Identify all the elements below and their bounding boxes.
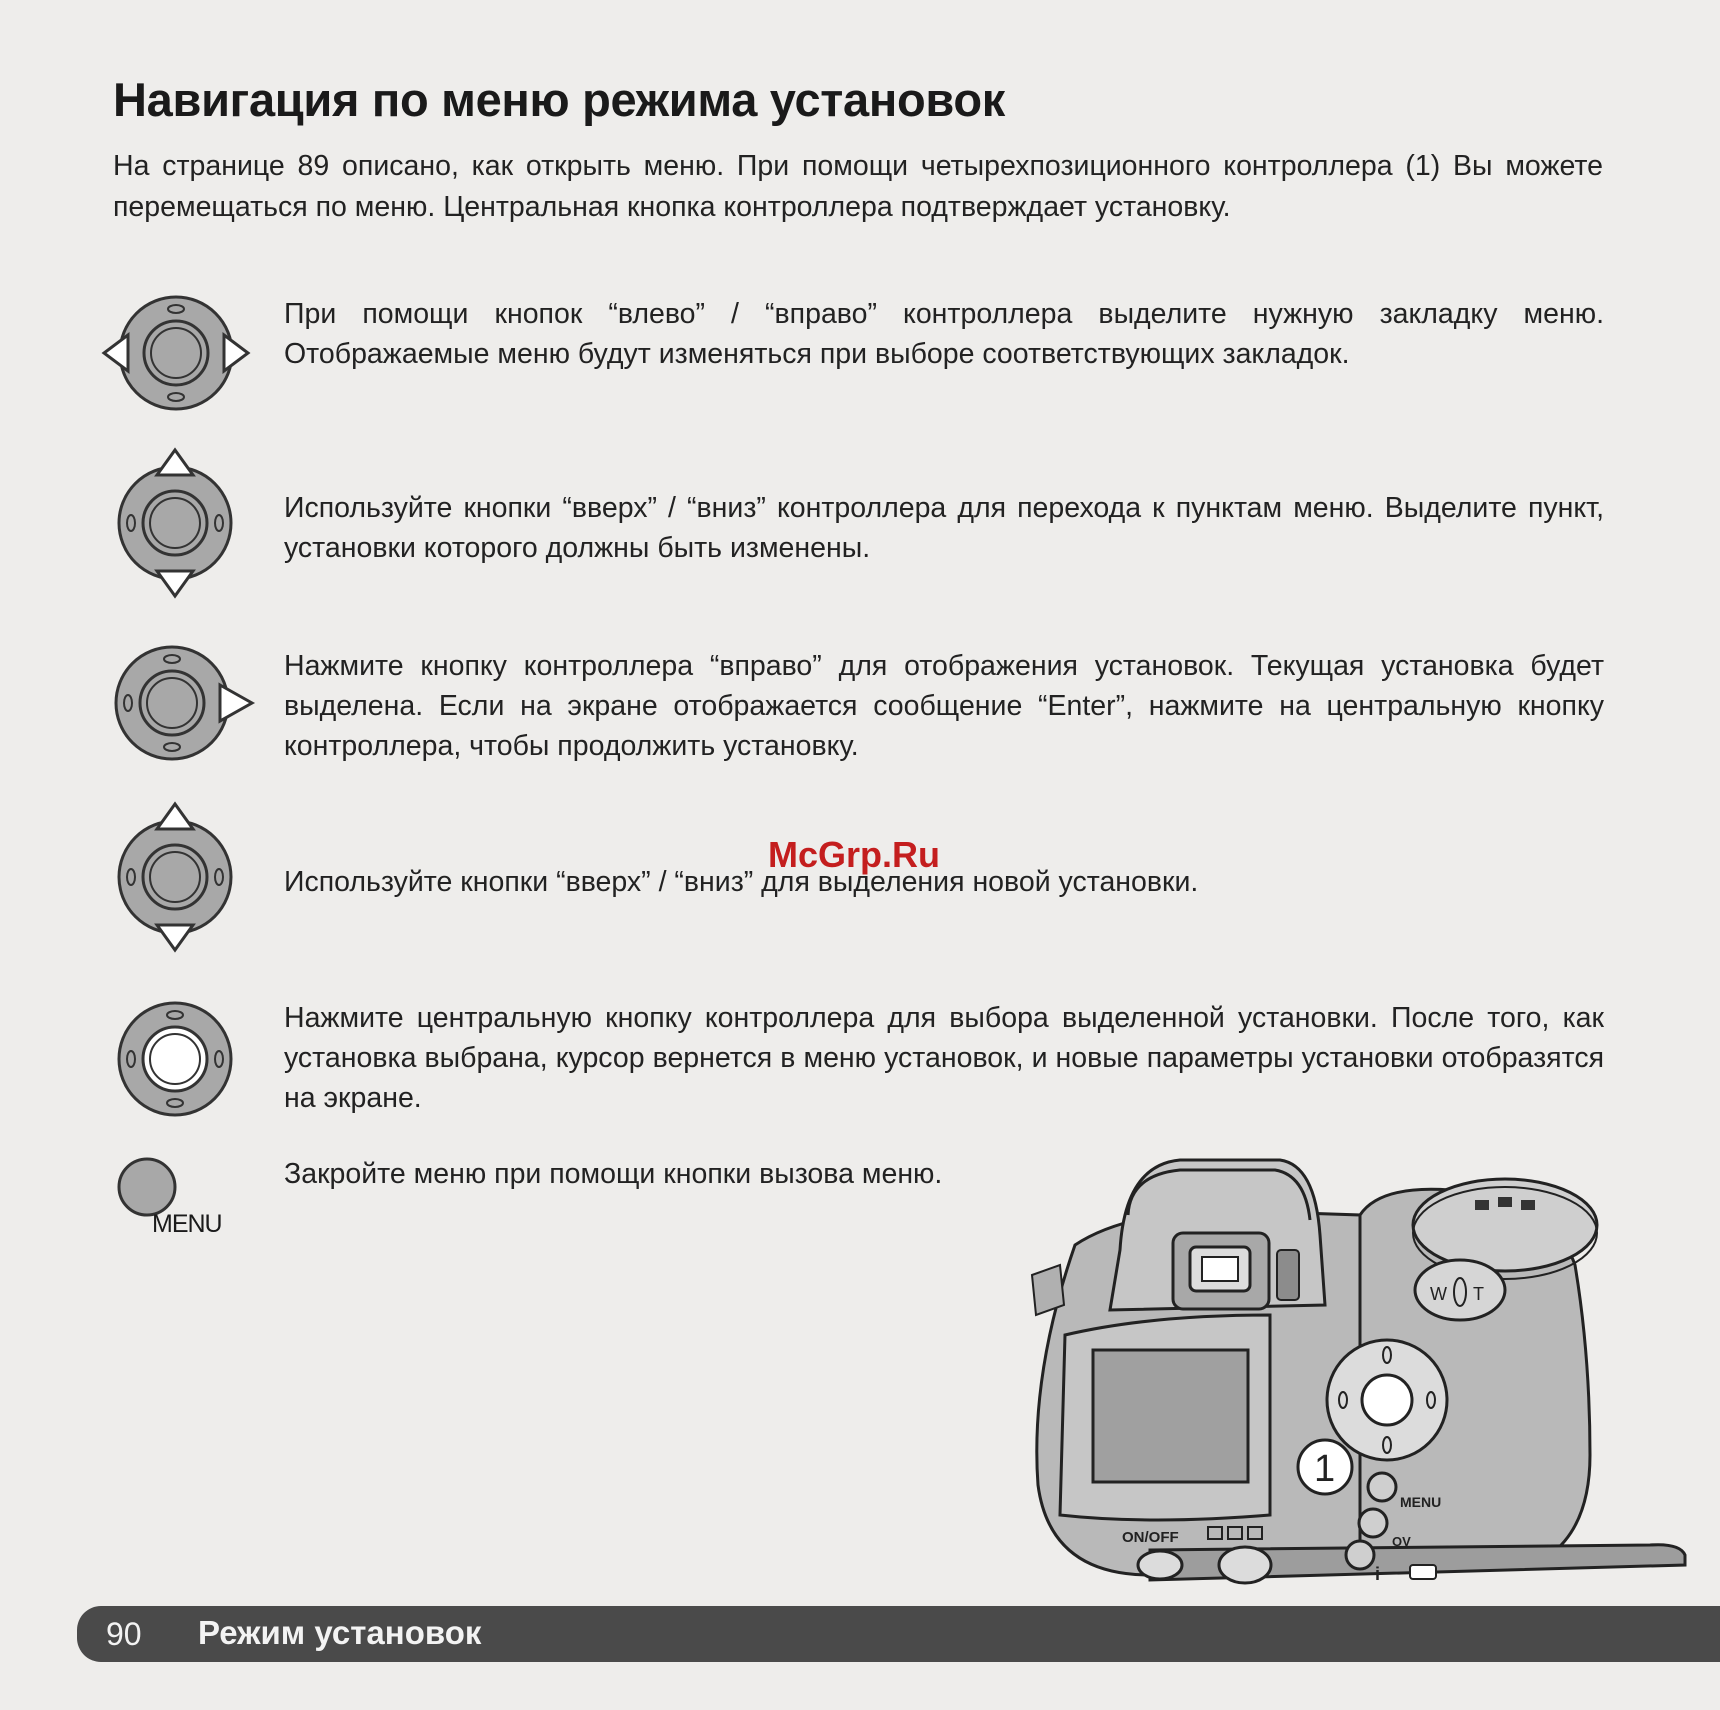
step-text: При помощи кнопок “влево” / “вправо” контроллера выделите нужную закладку меню. Отображаемые меню будут изменяться при выборе соответствующих закладок.	[284, 298, 1604, 370]
camera-back-illustration	[1030, 1155, 1690, 1595]
controller-up-down-icon	[110, 800, 240, 954]
zoom-wide-label: W	[1430, 1284, 1447, 1304]
step-text: Закройте меню при помощи кнопки вызова меню.	[284, 1158, 943, 1190]
controller-up-down-icon	[110, 446, 240, 600]
controller-right-icon	[110, 640, 258, 766]
intro-paragraph: На странице 89 описано, как открыть меню. При помощи четырехпозиционного контроллера (1) Вы можете перемещаться по меню. Центральная кнопка контроллера подтверждает установку.	[113, 150, 1603, 223]
on-off-label: ON/OFF	[1122, 1529, 1179, 1546]
page-title: Навигация по меню режима установок	[113, 73, 1005, 126]
camera-qv-label: QV	[1392, 1534, 1411, 1549]
step-text: Используйте кнопки “вверх” / “вниз” для выделения новой установки.	[284, 866, 1199, 898]
controller-center-icon	[110, 994, 240, 1124]
camera-menu-label: MENU	[1400, 1494, 1442, 1510]
zoom-tele-label: T	[1473, 1284, 1484, 1304]
section-title: Режим установок	[198, 1614, 482, 1651]
step-text: Нажмите кнопку контроллера “вправо” для отображения установок. Текущая установка будет выделена. Если на экране отображается сообщение “Enter”, нажмите на центральную кнопку контроллера, чтобы продолжить установку.	[284, 650, 1604, 762]
menu-button-label: MENU	[152, 1210, 222, 1238]
watermark: McGrp.Ru	[768, 834, 941, 875]
step-text: Используйте кнопки “вверх” / “вниз” контроллера для перехода к пунктам меню. Выделите пункт, установки которого должны быть изменены.	[284, 492, 1604, 564]
step-text: Нажмите центральную кнопку контроллера для выбора выделенной установки. После того, как установка выбрана, курсор вернется в меню установок, и новые параметры установки отобразятся на экране.	[284, 1002, 1604, 1114]
controller-left-right-icon	[100, 290, 252, 416]
page-number: 90	[106, 1616, 142, 1652]
camera-info-label: i	[1375, 1564, 1381, 1584]
controller-callout: 1	[1314, 1448, 1336, 1490]
